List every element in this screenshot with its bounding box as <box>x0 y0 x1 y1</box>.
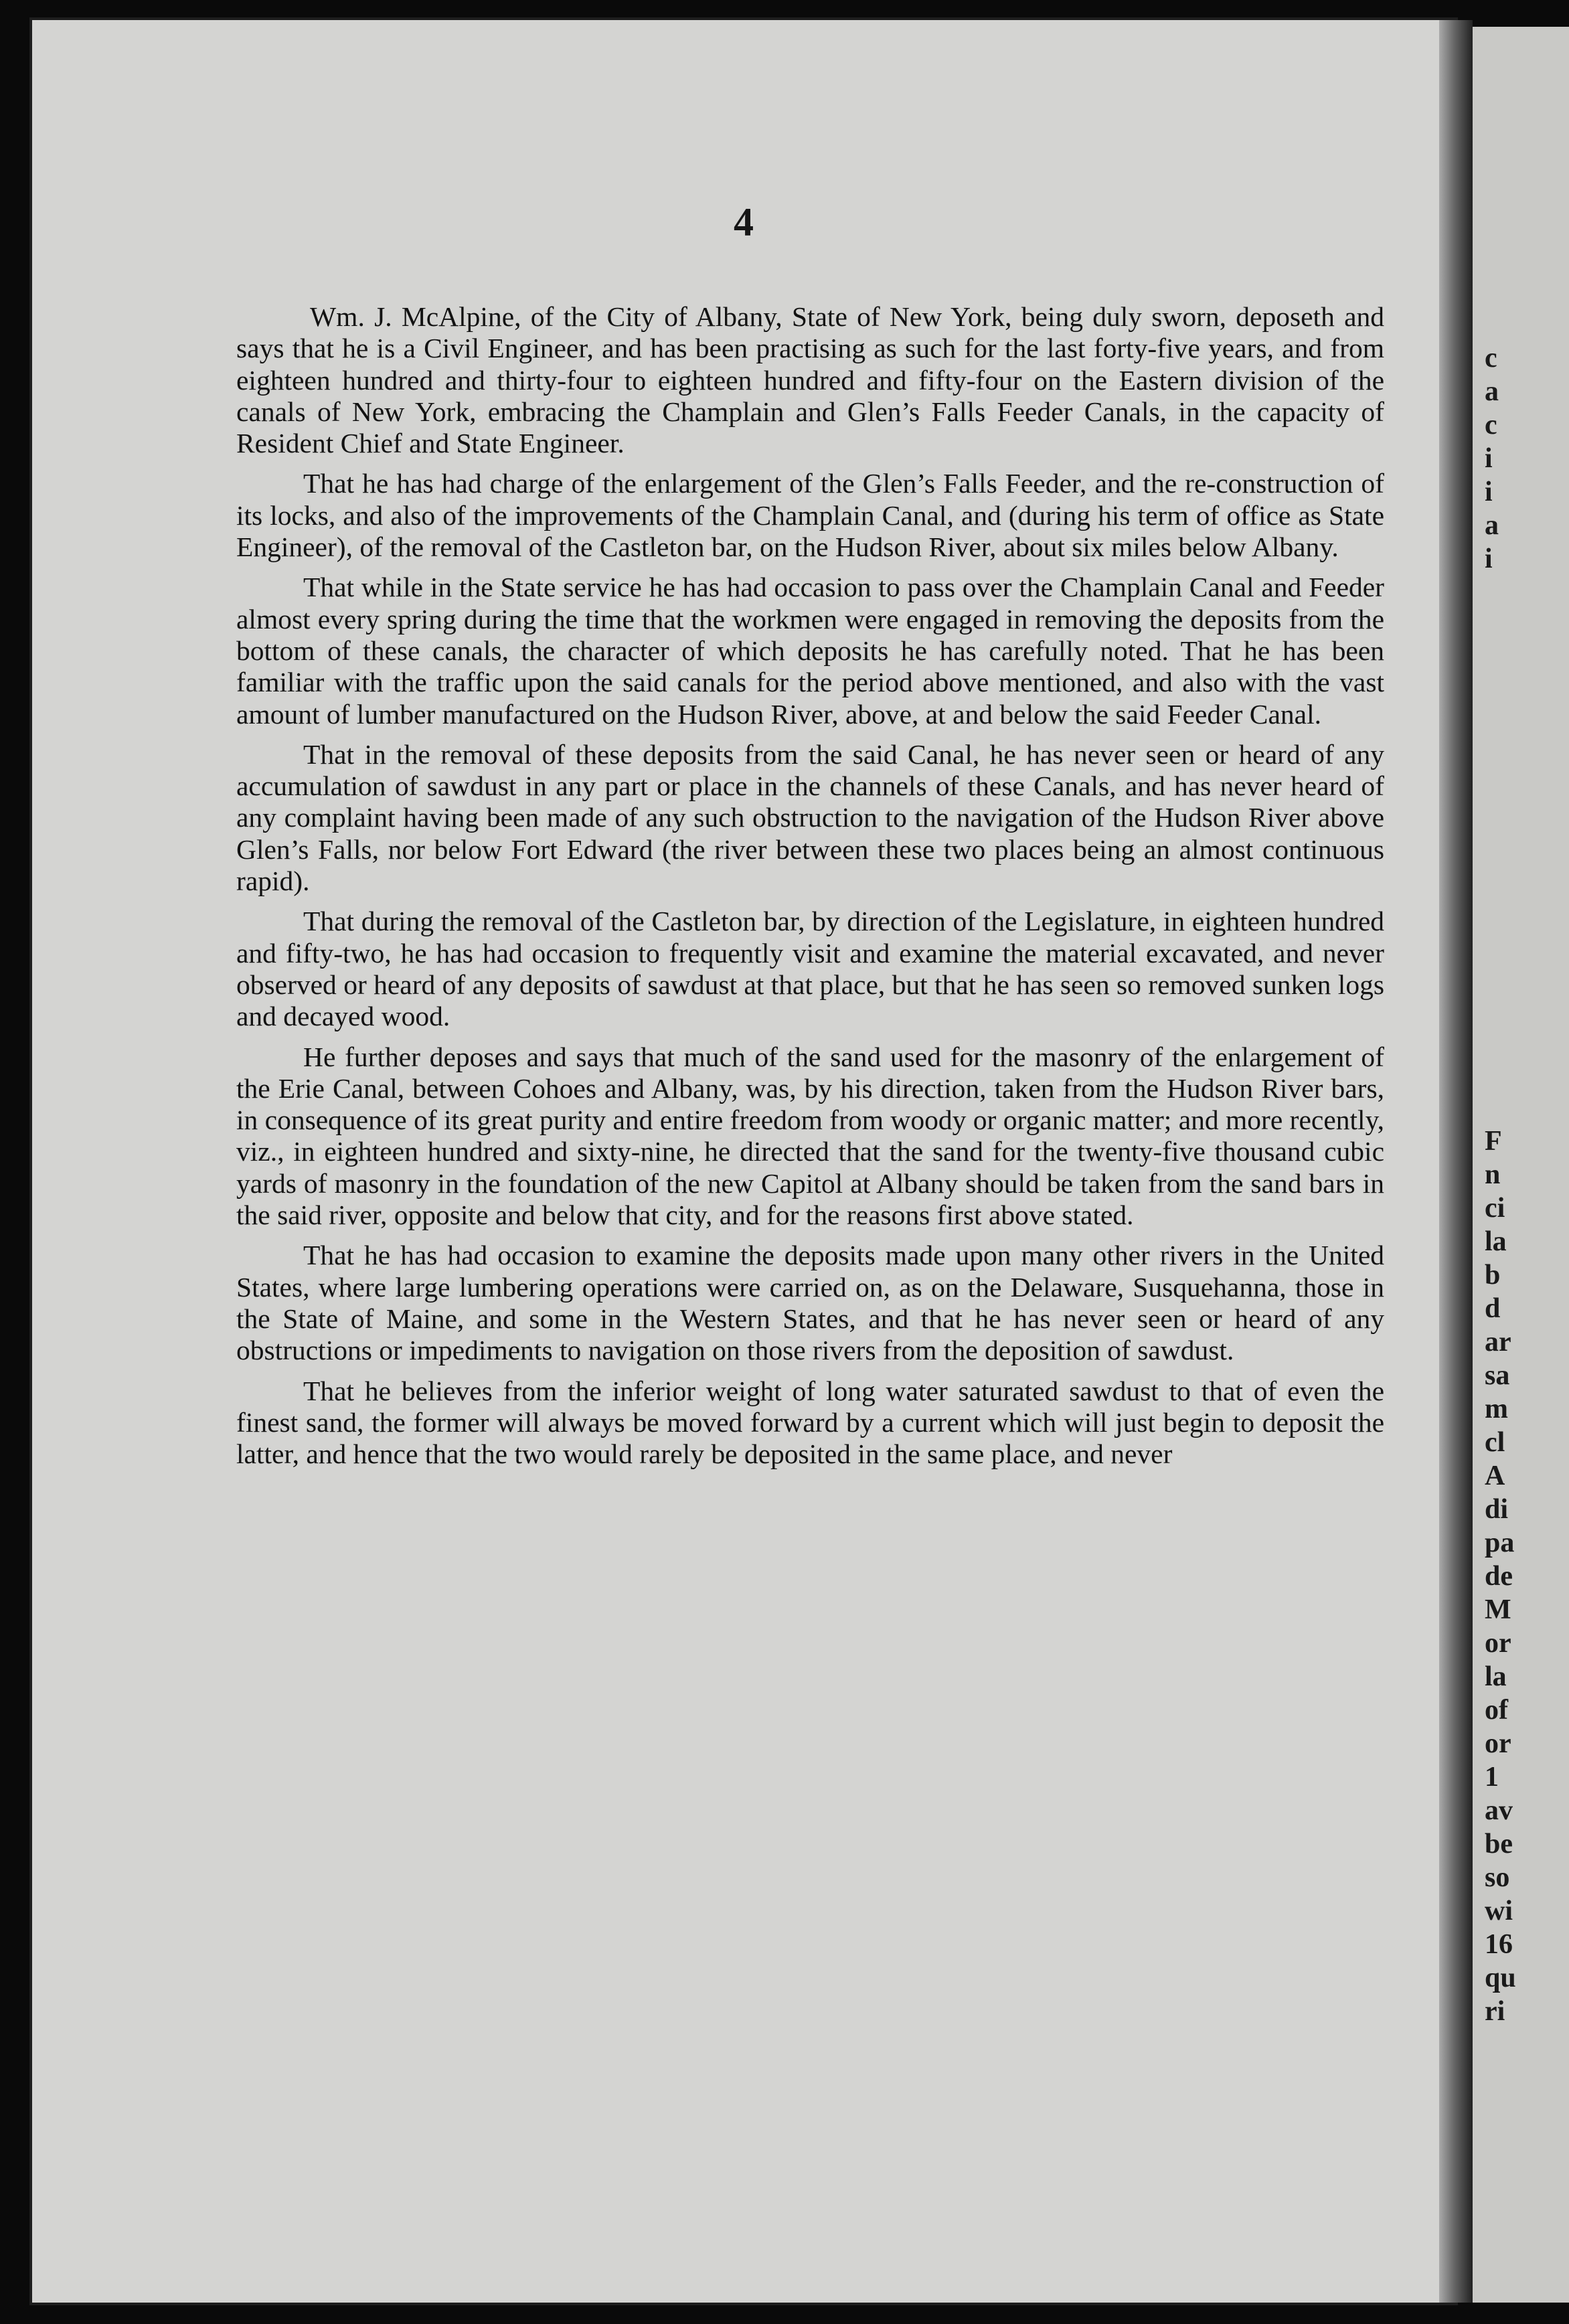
adjacent-page-fragment: de <box>1485 1561 1513 1592</box>
body-text <box>236 301 1384 1479</box>
paragraph-2: That he has had charge of the enlargement of the Glen’s Falls Feeder, and the re-construction of its locks, and also of the improvements of the Champlain Canal, and (during his term of office as State Engineer), of the removal of the Castleton bar, on the Hudson River, about six miles below Albany. <box>236 468 1384 563</box>
adjacent-page-fragment: i <box>1485 544 1493 574</box>
adjacent-page-fragment: n <box>1485 1159 1501 1190</box>
paragraph-8: That he believes from the inferior weight of long water saturated sawdust to that of even the finest sand, the former will always be moved forward by a current which will just begin to deposit the latter, and hence that the two would rarely be deposited in the same place, and never <box>236 1375 1384 1470</box>
adjacent-page-fragment: ci <box>1485 1193 1505 1224</box>
adjacent-page-fragment: so <box>1485 1862 1510 1893</box>
adjacent-page-fragment: d <box>1485 1293 1501 1324</box>
adjacent-page-fragment: pa <box>1485 1527 1515 1558</box>
adjacent-page-fragment: di <box>1485 1494 1509 1525</box>
paragraph-1: Wm. J. McAlpine, of the City of Albany, State of New York, being duly sworn, deposeth and says that he is a Civil Engineer, and has been practising as such for the last forty-five years, and from eighteen hundred and thirty-four to eighteen hundred and fifty-four on the Eastern division of the canals of New York, embracing the Champlain and Glen’s Falls Feeder Canals, in the capacity of Resident Chief and State Engineer. <box>236 301 1384 459</box>
adjacent-page-fragment: c <box>1485 343 1497 374</box>
adjacent-page-fragment: la <box>1485 1661 1507 1692</box>
adjacent-page-fragment: ar <box>1485 1327 1511 1357</box>
adjacent-page-edge <box>1473 27 1569 2303</box>
adjacent-page-fragment: M <box>1485 1594 1511 1625</box>
paragraph-6: He further deposes and says that much of the sand used for the masonry of the enlargement of the Erie Canal, between Cohoes and Albany, was, by his direction, taken from the Hudson River bars, in consequence of its great purity and entire freedom from woody or organic matter; and more recently, viz., in eighteen hundred and sixty-nine, he directed that the sand for the twenty-five thousand cubic yards of masonry in the foundation of the new Capitol at Albany should be taken from the sand bars in the said river, opposite and below that city, and for the reasons first above stated. <box>236 1041 1384 1231</box>
adjacent-page-fragment: i <box>1485 477 1493 507</box>
adjacent-page-fragment: ri <box>1485 1996 1505 2027</box>
adjacent-page-fragment: cl <box>1485 1427 1505 1458</box>
adjacent-page-fragment: F <box>1485 1126 1502 1157</box>
paragraph-4: That in the removal of these deposits from the said Canal, he has never seen or heard of any accumulation of sawdust in any part or place in the channels of these Canals, and has never heard of any complaint having been made of any such obstruction to the navigation of the Hudson River above Glen’s Falls, nor below Fort Edward (the river between these two places being an almost continuous rapid). <box>236 738 1384 897</box>
adjacent-page-fragment: i <box>1485 443 1493 474</box>
adjacent-page-fragment: or <box>1485 1628 1511 1659</box>
adjacent-page-fragment: or <box>1485 1728 1511 1759</box>
adjacent-page-fragment: a <box>1485 376 1499 407</box>
adjacent-page-fragment: av <box>1485 1795 1513 1826</box>
adjacent-page-fragment: b <box>1485 1260 1501 1291</box>
adjacent-page-fragment: la <box>1485 1226 1507 1257</box>
binding-gutter <box>1439 20 1473 2303</box>
adjacent-page-fragment: wi <box>1485 1896 1513 1926</box>
adjacent-page-fragment: a <box>1485 510 1499 541</box>
page-number: 4 <box>734 200 754 244</box>
adjacent-page-fragment: 16 <box>1485 1929 1513 1960</box>
adjacent-page-fragment: be <box>1485 1829 1513 1859</box>
adjacent-page-fragment: m <box>1485 1394 1508 1424</box>
adjacent-page-fragment: 1 <box>1485 1762 1499 1793</box>
adjacent-page-fragment: c <box>1485 410 1497 440</box>
paragraph-7: That he has had occasion to examine the deposits made upon many other rivers in the United States, where large lumbering operations were carried on, as on the Delaware, Susquehanna, those in the State of Maine, and some in the Western States, and that he has never seen or heard of any obstructions or impediments to navigation on those rivers from the deposition of sawdust. <box>236 1240 1384 1366</box>
paragraph-3: That while in the State service he has had occasion to pass over the Champlain Canal and Feeder almost every spring during the time that the workmen were engaged in removing the deposits from the bottom of these canals, the character of which deposits he has carefully noted. That he has been familiar with the traffic upon the said canals for the period above mentioned, and also with the vast amount of lumber manufactured on the Hudson River, above, at and below the said Feeder Canal. <box>236 572 1384 730</box>
adjacent-page-fragment: qu <box>1485 1963 1516 1993</box>
adjacent-page-fragment: of <box>1485 1695 1508 1726</box>
paragraph-5: That during the removal of the Castleton bar, by direction of the Legislature, in eighteen hundred and fifty-two, he has had occasion to frequently visit and examine the material excavated, and never observed or heard of any deposits of sawdust at that place, but that he has seen so removed sunken logs and decayed wood. <box>236 906 1384 1032</box>
adjacent-page-fragment: A <box>1485 1461 1505 1491</box>
adjacent-page-fragment: sa <box>1485 1360 1510 1391</box>
document-page <box>32 20 1455 2303</box>
